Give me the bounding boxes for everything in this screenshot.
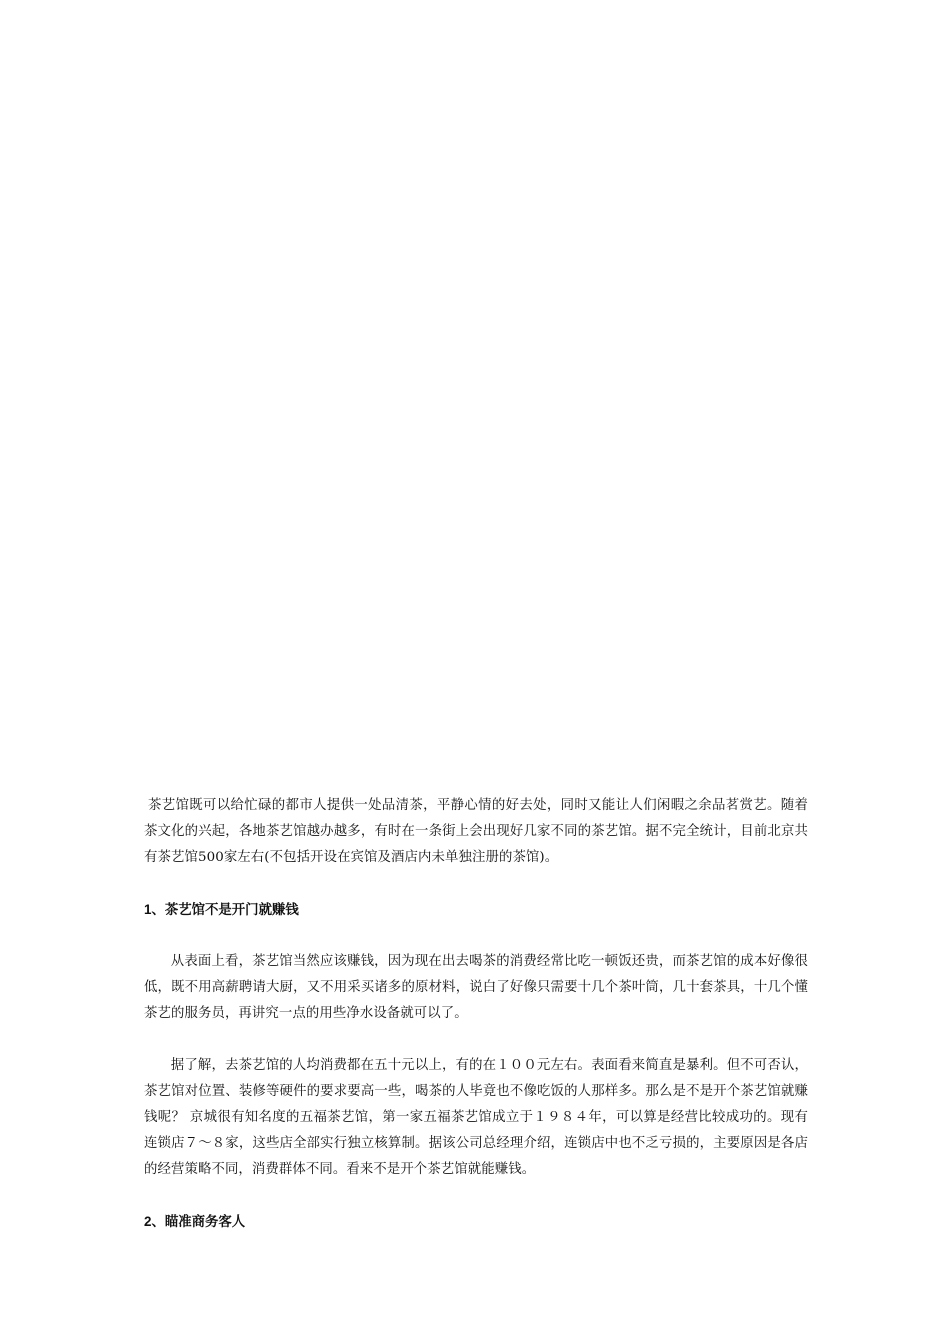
intro-paragraph: 茶艺馆既可以给忙碌的都市人提供一处品清茶，平静心情的好去处，同时又能让人们闲暇之余品茗赏艺。随着茶文化的兴起，各地茶艺馆越办越多，有时在一条街上会出现好几家不同的茶艺馆。据不完全统计，目前北京共有茶艺馆500家左右(不包括开设在宾馆及酒店内未单独注册的茶馆)。 [144,798,808,865]
section-2-heading: 2、瞄准商务客人 [144,1214,246,1229]
section-1-paragraph-1: 从表面上看，茶艺馆当然应该赚钱，因为现在出去喝茶的消费经常比吃一顿饭还贵，而茶艺馆的成本好像很低，既不用高薪聘请大厨，又不用采买诸多的原材料，说白了好像只需要十几个茶叶筒，几十套茶具，十几个懂茶艺的服务员，再讲究一点的用些净水设备就可以了。 [144,954,808,1021]
section-1-paragraph-2: 据了解，去茶艺馆的人均消费都在五十元以上，有的在１００元左右。表面看来简直是暴利。但不可否认，茶艺馆对位置、装修等硬件的要求要高一些，喝茶的人毕竟也不像吃饭的人那样多。那么是不是开个茶艺馆就赚钱呢？ 京城很有知名度的五福茶艺馆，第一家五福茶艺馆成立于１９８４年，可以算是经营比较成功的。现有连锁店７～８家，这些店全部实行独立核算制。据该公司总经理介绍，连锁店中也不乏亏损的，主要原因是各店的经营策略不同，消费群体不同。看来不是开个茶艺馆就能赚钱。 [144,1058,808,1177]
section-1-heading: 1、茶艺馆不是开门就赚钱 [144,902,299,917]
document-body [144,793,808,1235]
spacer [144,871,808,897]
spacer [144,1027,808,1053]
spacer [144,1183,808,1209]
spacer [144,923,808,949]
